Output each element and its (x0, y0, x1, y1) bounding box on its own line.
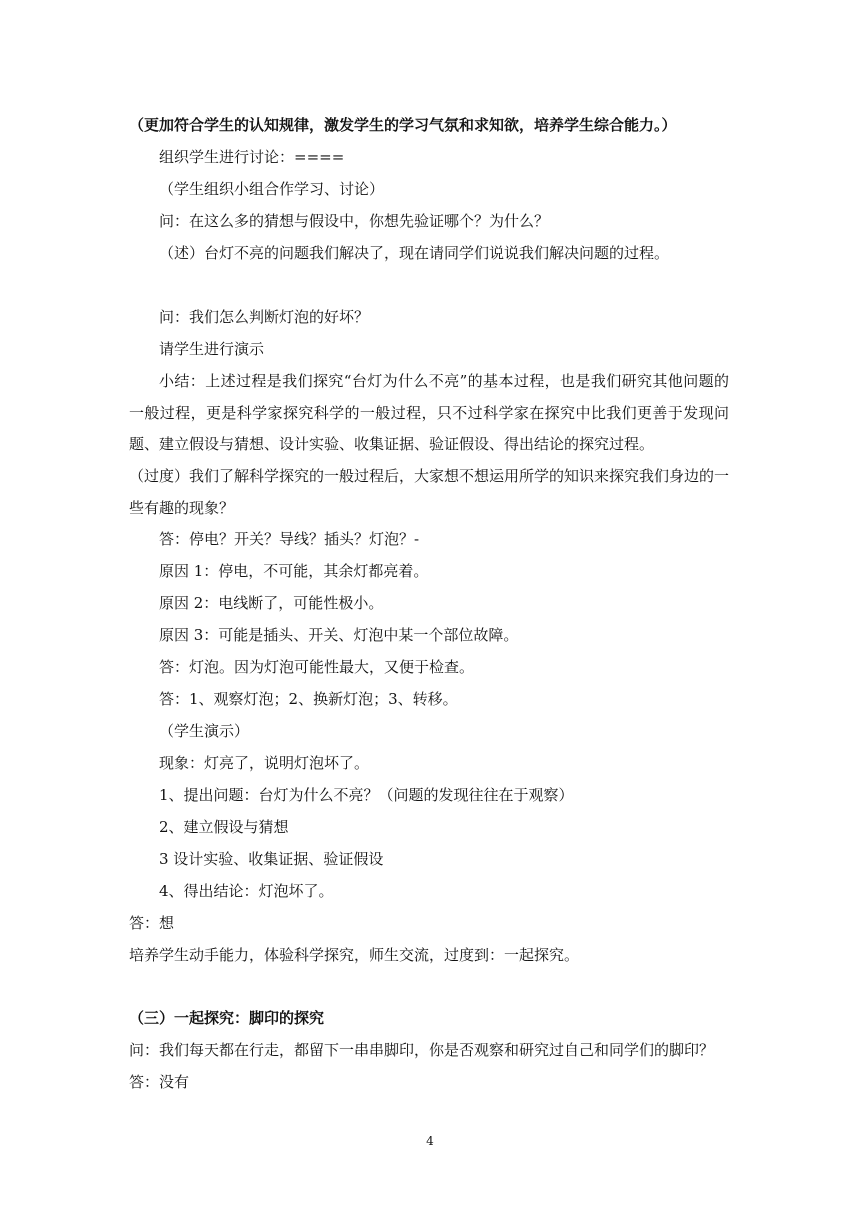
text-line: 组织学生进行讨论：==== (159, 148, 345, 166)
text-line: 答：停电？开关？导线？插头？灯泡？- (159, 530, 420, 548)
text-line: 培养学生动手能力，体验科学探究，师生交流，过度到：一起探究。 (129, 946, 580, 964)
text-line: 4、得出结论：灯泡坏了。 (159, 882, 334, 900)
note-bold-line: （更加符合学生的认知规律，激发学生的学习气氛和求知欲，培养学生综合能力。） (129, 116, 677, 134)
text-line: 问：我们每天都在行走，都留下一串串脚印，你是否观察和研究过自己和同学们的脚印？ (129, 1041, 715, 1059)
text-line: 1、提出问题：台灯为什么不亮？（问题的发现往往在于观察） (159, 786, 574, 804)
text-line: 原因 1：停电，不可能，其余灯都亮着。 (159, 562, 429, 580)
text-line: 答：没有 (129, 1073, 190, 1091)
text-line: 请学生进行演示 (159, 340, 265, 358)
text-line: 现象：灯亮了，说明灯泡坏了。 (159, 754, 370, 772)
transition-paragraph: （过度）我们了解科学探究的一般过程后，大家想不想运用所学的知识来探究我们身边的一些有趣的现象？ (129, 467, 730, 517)
summary-paragraph: 小结：上述过程是我们探究“台灯为什么不亮”的基本过程，也是我们研究其他问题的一般过程，更是科学家探究科学的一般过程，只不过科学家在探究中比我们更善于发现问题、建立假设与猜想、设计实验、收集证据、验证假设、得出结论的探究过程。 (129, 372, 729, 453)
text-line: 2、建立假设与猜想 (159, 818, 289, 836)
text-line: 问：我们怎么判断灯泡的好坏？ (159, 308, 370, 326)
text-line: （学生演示） (159, 722, 250, 740)
text-line: 问：在这么多的猜想与假设中，你想先验证哪个？为什么？ (159, 212, 550, 230)
text-line: 答：1、观察灯泡；2、换新灯泡；3、转移。 (159, 690, 458, 708)
page-number: 4 (426, 1134, 434, 1148)
text-line: 3 设计实验、收集证据、验证假设 (159, 850, 384, 868)
text-line: 答：想 (129, 914, 175, 932)
text-line: （学生组织小组合作学习、讨论） (159, 180, 385, 198)
text-line: 原因 2：电线断了，可能性极小。 (159, 594, 384, 612)
text-line: （述）台灯不亮的问题我们解决了，现在请同学们说说我们解决问题的过程。 (159, 244, 670, 262)
section-heading: （三）一起探究：脚印的探究 (129, 1009, 325, 1027)
text-line: 原因 3：可能是插头、开关、灯泡中某一个部位故障。 (159, 626, 519, 644)
text-line: 答：灯泡。因为灯泡可能性最大，又便于检查。 (159, 658, 475, 676)
